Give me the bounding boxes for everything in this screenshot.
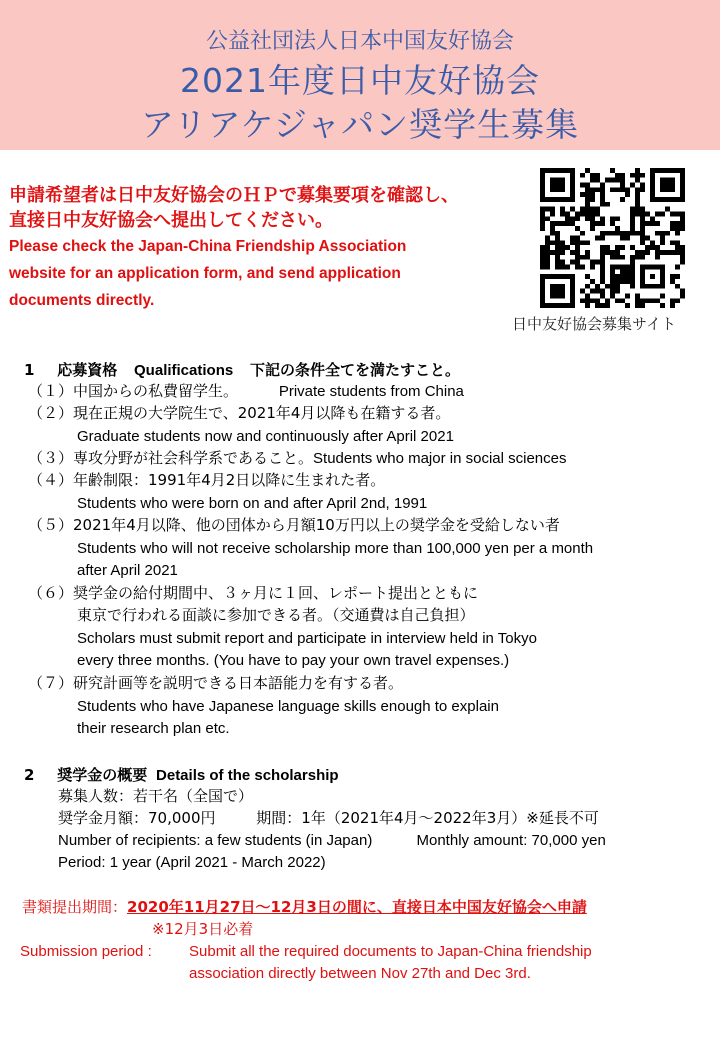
list-item bbox=[28, 381, 464, 402]
item-marker: （６） bbox=[28, 584, 74, 602]
item-en: after April 2021 bbox=[77, 562, 178, 579]
section2-heading-jp: 奨学金の概要 bbox=[57, 766, 148, 784]
header-banner bbox=[0, 0, 720, 150]
section1-heading-tail: 下記の条件全てを満たすこと。 bbox=[249, 361, 460, 379]
item-en: Students who were born on and after April 2nd, 1991 bbox=[77, 495, 428, 512]
page-title-line1: 2021年度日中友好協会 bbox=[180, 61, 540, 100]
item-en: Students who will not receive scholarship more than 100,000 yen per a month bbox=[77, 540, 594, 557]
section2-heading-en: Details of the scholarship bbox=[156, 767, 339, 784]
item-en: Private students from China bbox=[278, 383, 464, 400]
period-en: Period: 1 year (April 2021 - March 2022) bbox=[58, 854, 326, 871]
item-jp: 中国からの私費留学生。 bbox=[73, 382, 239, 400]
amount-en: Monthly amount: 70,000 yen bbox=[416, 832, 606, 849]
item-marker: （３） bbox=[28, 449, 74, 467]
list-item bbox=[28, 403, 450, 423]
item-en: Graduate students now and continuously after April 2021 bbox=[77, 428, 454, 445]
item-jp: 現在正規の大学院生で、2021年4月以降も在籍する者。 bbox=[73, 404, 451, 422]
recipients-en: Number of recipients: a few students (in Japan) bbox=[58, 832, 373, 849]
item-jp: 専攻分野が社会科学系であること。 bbox=[73, 449, 314, 467]
item-marker: （７） bbox=[28, 674, 74, 692]
notice-jp-line1: 申請希望者は日中友好協会のＨＰで募集要項を確認し、 bbox=[9, 185, 459, 206]
item-en: Students who major in social sciences bbox=[313, 450, 567, 467]
amount-jp: 奨学金月額：70,000円 bbox=[58, 809, 216, 827]
submission-jp bbox=[22, 897, 587, 917]
item-marker: （４） bbox=[28, 471, 74, 489]
list-item bbox=[28, 448, 567, 469]
item-marker: （２） bbox=[28, 404, 74, 422]
qr-code-icon[interactable] bbox=[540, 168, 685, 308]
item-jp: 2021年4月以降、他の団体から月額10万円以上の奨学金を受給しない者 bbox=[73, 516, 560, 534]
section2-heading bbox=[24, 764, 339, 785]
item-jp: 東京で行われる面談に参加できる者。（交通費は自己負担） bbox=[77, 606, 475, 624]
list-item bbox=[28, 673, 403, 693]
notice-en-line2: website for an application form, and send application bbox=[9, 265, 401, 282]
item-jp: 年齢制限：1991年4月2日以降に生まれた者。 bbox=[73, 471, 386, 489]
submission-note: ※12月3日必着 bbox=[152, 920, 254, 938]
notice-en-line1: Please check the Japan-China Friendship Association bbox=[9, 238, 407, 255]
submission-label-en: Submission period : bbox=[20, 943, 152, 960]
notice-en-line3: documents directly. bbox=[9, 292, 155, 309]
item-marker: （１） bbox=[28, 382, 74, 400]
application-notice bbox=[9, 183, 539, 314]
section1-heading bbox=[24, 359, 460, 380]
submission-value-jp: 2020年11月27日～12月3日の間に、直接日本中国友好協会へ申請 bbox=[127, 898, 587, 916]
section1-heading-jp: 応募資格 bbox=[57, 361, 118, 379]
amount-period-jp bbox=[58, 808, 599, 828]
organization-name: 公益社団法人日本中国友好協会 bbox=[205, 29, 514, 54]
item-en: Students who have Japanese language skills enough to explain bbox=[77, 698, 499, 715]
qr-caption: 日中友好協会募集サイト bbox=[512, 315, 676, 333]
section1-heading-en: Qualifications bbox=[134, 362, 234, 379]
recipients-jp: 募集人数：若干名（全国で） bbox=[58, 787, 254, 805]
notice-jp-line2: 直接日中友好協会へ提出してください。 bbox=[9, 210, 333, 231]
item-marker: （５） bbox=[28, 516, 74, 534]
list-item bbox=[28, 470, 385, 490]
submission-value-en1: Submit all the required documents to Japan-China friendship bbox=[189, 943, 592, 960]
list-item bbox=[28, 583, 478, 603]
recipients-amount-en bbox=[58, 831, 606, 851]
item-jp: 奨学金の給付期間中、３ヶ月に１回、レポート提出とともに bbox=[73, 584, 479, 602]
item-en: their research plan etc. bbox=[77, 720, 230, 737]
item-en: Scholars must submit report and participate in interview held in Tokyo bbox=[77, 630, 537, 647]
period-jp: 期間：1年（2021年4月～2022年3月）※延長不可 bbox=[256, 809, 599, 827]
item-en: every three months. (You have to pay your own travel expenses.) bbox=[77, 652, 510, 669]
submission-value-en2: association directly between Nov 27th and Dec 3rd. bbox=[189, 965, 531, 982]
section2-number: 2 bbox=[24, 766, 35, 784]
page-title-line2: アリアケジャパン奨学生募集 bbox=[140, 105, 580, 144]
section1-number: 1 bbox=[24, 361, 35, 379]
item-jp: 研究計画等を説明できる日本語能力を有する者。 bbox=[73, 674, 404, 692]
list-item bbox=[28, 515, 560, 535]
submission-label-jp: 書類提出期間： bbox=[22, 898, 128, 916]
